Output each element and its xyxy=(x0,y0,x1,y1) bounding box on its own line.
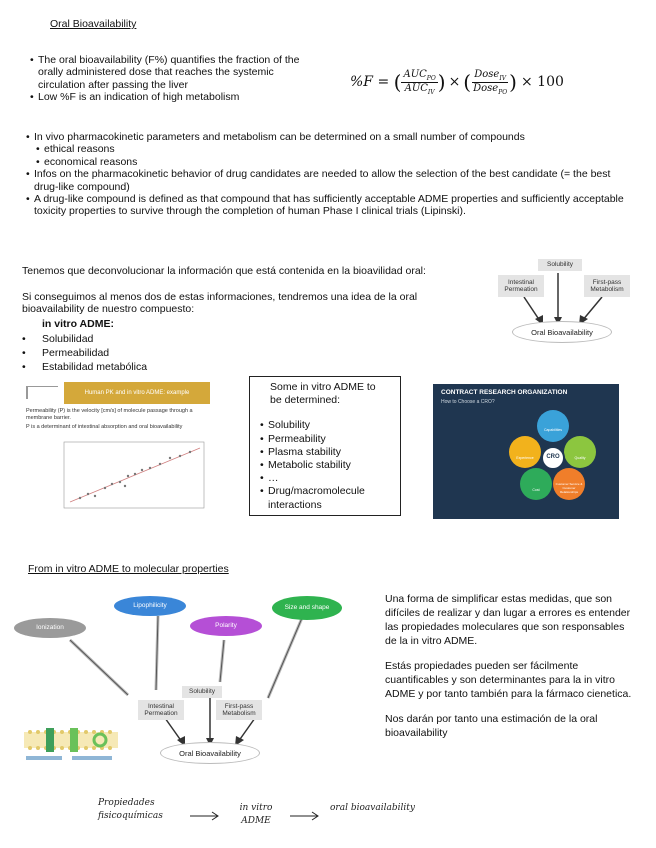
formula-fraction-auc: $AUC_{PO}$ $AUC_{IV}$ xyxy=(403,68,436,96)
small-adme-diagram xyxy=(490,255,640,350)
slide-bullets xyxy=(26,408,206,431)
cro-petal-label: Experience xyxy=(516,456,534,460)
handwritten-arrow-1 xyxy=(188,810,222,822)
slide-header: Human PK and in vitro ADME: example xyxy=(64,382,210,404)
large-molecular-diagram xyxy=(10,590,370,770)
adme-box-heading: Some in vitro ADME to be determined: xyxy=(270,381,376,407)
adme-to-be-determined-box xyxy=(249,376,401,516)
section2-text xyxy=(385,592,635,740)
size-shape-pill: Size and shape xyxy=(272,596,342,620)
pk-bullets xyxy=(26,131,636,218)
bullet: • Low %F is an indication of high metabolism xyxy=(30,91,310,103)
lipophilicity-pill: Lipophilicity xyxy=(114,596,186,616)
adme-item: • Drug/macromolecule interactions xyxy=(260,485,390,511)
cro-subtitle: How to Choose a CRO? xyxy=(441,399,495,405)
sub-bullet: • economical reasons xyxy=(26,156,636,168)
bullet: • Infos on the pharmacokinetic behavior of drug candidates are needed to allow the selection of the best candidate (= the best drug-like compound) xyxy=(26,168,636,193)
handwritten-oral-bioavailability: oral bioavailability xyxy=(330,803,415,813)
cro-center: CRO xyxy=(546,454,560,460)
slide-logo xyxy=(26,386,58,399)
cro-petal-label: Customer Service & Customer Relationships xyxy=(555,482,583,494)
large-intestinal-box: Intestinal Permeation xyxy=(138,700,184,720)
bullet: • A drug-like compound is defined as that compound that has sufficiently acceptable ADME properties and sufficiently acceptable toxicity properties to survive through the completion of human Phase I clinical trials (Lipinski). xyxy=(26,193,636,218)
list-item: • Solubilidad xyxy=(22,332,222,346)
intro-bullets xyxy=(30,54,310,104)
sub-bullet: • ethical reasons xyxy=(26,143,636,155)
cro-petal-label: Quality xyxy=(574,456,586,460)
formula-fraction-dose: Dose$_{IV}$ Dose$_{PO}$ xyxy=(473,68,508,96)
large-oral-ellipse: Oral Bioavailability xyxy=(160,742,260,764)
formula-times: × xyxy=(448,74,461,90)
slide-bullet: P is a determinant of intestinal absorption and oral bioavailability xyxy=(26,424,183,430)
adme-item: • Plasma stability xyxy=(260,446,390,459)
cro-title: CONTRACT RESEARCH ORGANIZATION xyxy=(441,389,568,396)
adme-item: • Metabolic stability xyxy=(260,459,390,472)
cro-petal-label: Cost xyxy=(532,488,540,492)
slide-scatter-plot xyxy=(50,438,210,520)
formula-tail: × 100 xyxy=(520,74,564,90)
small-intestinal-box: Intestinal Permeation xyxy=(498,275,544,297)
spanish-line-1: Tenemos que deconvolucionar la información que está contenida en la bioavilidad oral: xyxy=(22,265,426,277)
section-title-oral-bioavailability: Oral Bioavailability xyxy=(50,18,137,30)
list-item: • Estabilidad metabólica xyxy=(22,360,222,374)
cro-petals xyxy=(433,384,619,519)
adme-item: • Permeability xyxy=(260,433,390,446)
handwritten-arrow-2 xyxy=(288,810,322,822)
slide-thumbnail xyxy=(22,378,212,523)
paragraph: Estás propiedades pueden ser fácilmente cuantificables y son determinantes para la in vitro ADME y por tanto también para la fármaco cienetica. xyxy=(385,660,632,700)
formula-lhs: %F = xyxy=(350,74,394,90)
large-firstpass-box: First-pass Metabolism xyxy=(216,700,262,720)
paragraph: Nos darán por tanto una estimación de la oral bioavailability xyxy=(385,713,598,739)
small-firstpass-box: First-pass Metabolism xyxy=(584,275,630,297)
bullet: • The oral bioavailability (F%) quantifies the fraction of the orally administered dose that reaches the systemic circulation after passing the liver xyxy=(30,54,310,91)
handwritten-physchem: Propiedades fisicoquímicas xyxy=(98,798,163,821)
adme-heading: in vitro ADME: xyxy=(42,318,114,330)
paragraph: Una forma de simplificar estas medidas, que son difíciles de realizar y dan lugar a errores es entender las propiedades moleculares que son responsables de la in vitro ADME. xyxy=(385,593,631,647)
small-oral-ellipse: Oral Bioavailability xyxy=(512,321,612,343)
bioavailability-formula: %F = ( $AUC_{PO}$ $AUC_{IV}$ ) × ( Dose$_{IV}$ Dose$_{PO}$ ) × 100 xyxy=(350,68,564,96)
large-solubility-box: Solubility xyxy=(182,686,222,698)
slide-bullet: Permeability (P) is the velocity [cm/s] of molecule passage through a membrane barrier. xyxy=(26,408,193,421)
cro-graphic xyxy=(433,384,619,519)
section-title-molecular-properties: From in vitro ADME to molecular properties xyxy=(28,563,229,575)
adme-list xyxy=(22,332,222,374)
small-solubility-box: Solubility xyxy=(538,259,582,271)
cro-petal-label: Capabilities xyxy=(543,428,563,432)
adme-item: • Solubility xyxy=(260,419,390,432)
handwritten-in-vitro-adme: in vitro ADME xyxy=(239,803,273,826)
list-item: • Permeabilidad xyxy=(22,346,222,360)
spanish-line-2: Si conseguimos al menos dos de estas informaciones, tendremos una idea de la oral bioavailability de nuestro compuesto: xyxy=(22,291,418,316)
ionization-pill: Ionization xyxy=(14,618,86,638)
polarity-pill: Polarity xyxy=(190,616,262,636)
bullet: • In vivo pharmacokinetic parameters and metabolism can be determined on a small number of compounds xyxy=(26,131,636,143)
membrane-illustration xyxy=(16,718,126,768)
adme-item: • … xyxy=(260,472,390,485)
